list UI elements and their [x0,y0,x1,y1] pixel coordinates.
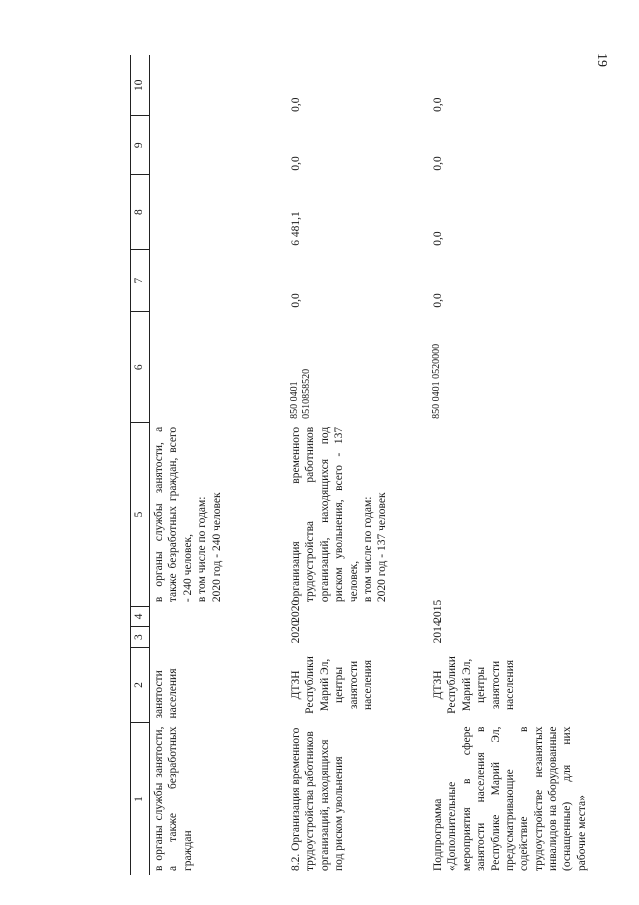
value-cell: 0,0 [432,156,444,171]
result-line: 2020 год - 137 человек [376,492,389,603]
end-year-cell: 2015 [432,599,444,623]
header-cell: 1 [131,723,150,875]
budget-code-cell: 850 0401 0520000 [431,343,442,419]
end-year-cell: 2020 [290,599,302,623]
value-cell: 0,0 [432,293,444,308]
measure-name-cell: Подпрограмма «Дополнительные мероприятия в сфере занятости населения в Республике Марий Эл, предусматривающие содействие в трудоустройстве незанятых инвалидов на оборудованные (оснащенные) для них рабочие места» [432,726,588,871]
result-line: 2020 год - 240 человек [210,492,223,603]
executor-cell: ДТЗН Республики Марий Эл, центры занятости населения [290,656,374,714]
result-line: организация временного трудоустройства работников организаций, находящихся под риском увольнения, всего - 137 человек, [290,426,360,603]
start-year-cell: 2020 [290,620,302,644]
budget-code-cell [150,312,288,423]
result-cell [287,423,429,606]
measure-name-cell: в органы службы занятости, а также безработных граждан [153,726,194,871]
result-cell [150,423,288,606]
value-cell: 0,0 [432,231,444,246]
start-year-cell [150,627,288,648]
start-year-cell: 2014 [432,620,444,644]
document-sheet [130,55,630,875]
page-number: 19 [594,53,609,67]
table-row [287,55,429,875]
header-cell: 5 [131,423,150,606]
result-cell [429,423,591,606]
header-cell: 6 [131,312,150,423]
value-cell: 0,0 [290,156,302,171]
value-cell [150,175,288,250]
header-cell: 3 [131,627,150,648]
header-cell: 10 [131,55,150,116]
value-cell: 0,0 [290,293,302,308]
executor-cell: занятости населения [153,668,180,719]
end-year-cell [150,606,288,627]
value-cell [150,116,288,175]
header-cell: 8 [131,175,150,250]
header-cell: 2 [131,647,150,722]
value-cell [150,250,288,312]
header-cell: 7 [131,250,150,312]
table-header-row [131,55,150,875]
executor-cell: ДТЗН Республики Марий Эл, центры занятости населения [432,656,516,714]
measure-name-cell: 8.2. Организация временного трудоустройства работников организаций, находящихся под риском увольнения [290,727,346,871]
budget-code-cell: 850 0401 0510858520 [289,368,312,419]
program-table [130,55,591,875]
value-cell: 6 481,1 [290,211,302,246]
result-line: в том числе по годам: [361,496,374,603]
value-cell: 0,0 [290,97,302,112]
value-cell: 0,0 [432,97,444,112]
result-line: в органы службы занятости, а также безработных граждан, всего - 240 человек, [153,426,194,603]
header-cell: 9 [131,116,150,175]
result-line: в том числе по годам: [196,496,209,603]
value-cell [150,55,288,116]
table-row [150,55,288,875]
header-cell: 4 [131,606,150,627]
table-row [429,55,591,875]
